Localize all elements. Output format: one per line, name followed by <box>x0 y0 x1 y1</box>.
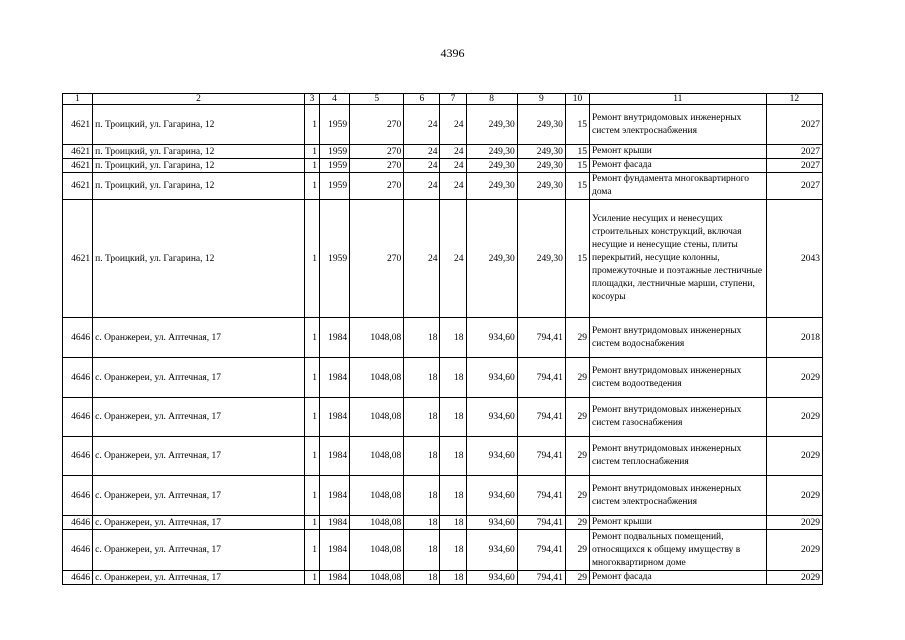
col7-cell: 18 <box>440 318 466 358</box>
year-cell: 1959 <box>319 200 349 318</box>
term-cell: 2029 <box>766 358 822 398</box>
col10-cell: 15 <box>565 159 589 173</box>
term-cell: 2027 <box>766 105 822 145</box>
col3-cell: 1 <box>304 145 319 159</box>
term-cell: 2029 <box>766 437 822 476</box>
work-type-cell: Ремонт внутридомовых инженерных систем электроснабжения <box>590 105 767 145</box>
col5-cell: 1048,08 <box>350 358 404 398</box>
table-row <box>63 105 823 145</box>
term-cell: 2029 <box>766 398 822 437</box>
column-header: 1 <box>63 94 93 105</box>
col7-cell: 18 <box>440 398 466 437</box>
col6-cell: 24 <box>404 105 440 145</box>
column-header: 9 <box>517 94 565 105</box>
column-header: 6 <box>404 94 440 105</box>
col5-cell: 1048,08 <box>350 318 404 358</box>
term-cell: 2027 <box>766 173 822 200</box>
term-cell: 2029 <box>766 530 822 571</box>
term-cell: 2027 <box>766 145 822 159</box>
work-type-cell: Ремонт внутридомовых инженерных систем газоснабжения <box>590 398 767 437</box>
address-cell: с. Оранжереи, ул. Аптечная, 17 <box>93 530 305 571</box>
table-row <box>63 437 823 476</box>
year-cell: 1984 <box>319 398 349 437</box>
term-cell: 2029 <box>766 516 822 530</box>
page-number: 4396 <box>440 46 465 60</box>
id-cell: 4646 <box>63 318 93 358</box>
col9-cell: 794,41 <box>517 476 565 516</box>
col8-cell: 249,30 <box>466 173 517 200</box>
id-cell: 4646 <box>63 516 93 530</box>
term-cell: 2027 <box>766 159 822 173</box>
col3-cell: 1 <box>304 398 319 437</box>
col5-cell: 1048,08 <box>350 516 404 530</box>
col9-cell: 794,41 <box>517 516 565 530</box>
col6-cell: 18 <box>404 358 440 398</box>
col7-cell: 18 <box>440 516 466 530</box>
col10-cell: 15 <box>565 145 589 159</box>
col8-cell: 934,60 <box>466 398 517 437</box>
work-type-cell: Ремонт внутридомовых инженерных систем водоснабжения <box>590 318 767 358</box>
col10-cell: 29 <box>565 516 589 530</box>
id-cell: 4621 <box>63 145 93 159</box>
year-cell: 1959 <box>319 173 349 200</box>
table-row <box>63 159 823 173</box>
col8-cell: 934,60 <box>466 476 517 516</box>
col10-cell: 15 <box>565 200 589 318</box>
year-cell: 1959 <box>319 145 349 159</box>
id-cell: 4646 <box>63 398 93 437</box>
col3-cell: 1 <box>304 571 319 585</box>
col7-cell: 24 <box>440 173 466 200</box>
work-type-cell: Ремонт подвальных помещений, относящихся к общему имуществу в многоквартирном доме <box>590 530 767 571</box>
col10-cell: 29 <box>565 530 589 571</box>
work-type-cell: Ремонт фасада <box>590 571 767 585</box>
address-cell: с. Оранжереи, ул. Аптечная, 17 <box>93 516 305 530</box>
col5-cell: 1048,08 <box>350 437 404 476</box>
col10-cell: 15 <box>565 105 589 145</box>
year-cell: 1959 <box>319 105 349 145</box>
col6-cell: 18 <box>404 398 440 437</box>
work-type-cell: Ремонт внутридомовых инженерных систем теплоснабжения <box>590 437 767 476</box>
col7-cell: 18 <box>440 358 466 398</box>
col9-cell: 249,30 <box>517 145 565 159</box>
year-cell: 1984 <box>319 476 349 516</box>
col6-cell: 24 <box>404 173 440 200</box>
col9-cell: 249,30 <box>517 105 565 145</box>
work-type-cell: Ремонт крыши <box>590 145 767 159</box>
col6-cell: 18 <box>404 516 440 530</box>
address-cell: с. Оранжереи, ул. Аптечная, 17 <box>93 571 305 585</box>
column-header: 3 <box>304 94 319 105</box>
col7-cell: 24 <box>440 145 466 159</box>
col8-cell: 934,60 <box>466 437 517 476</box>
table-row <box>63 173 823 200</box>
col5-cell: 270 <box>350 145 404 159</box>
col3-cell: 1 <box>304 159 319 173</box>
id-cell: 4646 <box>63 476 93 516</box>
col3-cell: 1 <box>304 437 319 476</box>
id-cell: 4646 <box>63 358 93 398</box>
col8-cell: 934,60 <box>466 358 517 398</box>
address-cell: с. Оранжереи, ул. Аптечная, 17 <box>93 318 305 358</box>
id-cell: 4621 <box>63 173 93 200</box>
column-header: 11 <box>590 94 767 105</box>
col9-cell: 249,30 <box>517 159 565 173</box>
col3-cell: 1 <box>304 318 319 358</box>
col9-cell: 249,30 <box>517 200 565 318</box>
col9-cell: 794,41 <box>517 358 565 398</box>
table-row <box>63 571 823 585</box>
col8-cell: 249,30 <box>466 200 517 318</box>
column-number-header-row <box>63 94 823 105</box>
year-cell: 1984 <box>319 571 349 585</box>
col3-cell: 1 <box>304 358 319 398</box>
col9-cell: 794,41 <box>517 571 565 585</box>
col5-cell: 1048,08 <box>350 398 404 437</box>
col6-cell: 24 <box>404 159 440 173</box>
year-cell: 1984 <box>319 437 349 476</box>
work-type-cell: Усиление несущих и ненесущих строительных конструкций, включая несущие и ненесущие стены, плиты перекрытий, несущие колонны, промежуточные и поэтажные лестничные площадки, лестничные марши, ступени, косоуры <box>590 200 767 318</box>
year-cell: 1959 <box>319 159 349 173</box>
term-cell: 2029 <box>766 571 822 585</box>
col3-cell: 1 <box>304 530 319 571</box>
work-type-cell: Ремонт внутридомовых инженерных систем электроснабжения <box>590 476 767 516</box>
col5-cell: 1048,08 <box>350 476 404 516</box>
table-row <box>63 516 823 530</box>
id-cell: 4621 <box>63 105 93 145</box>
col6-cell: 24 <box>404 200 440 318</box>
column-header: 4 <box>319 94 349 105</box>
column-header: 7 <box>440 94 466 105</box>
col3-cell: 1 <box>304 105 319 145</box>
col9-cell: 794,41 <box>517 398 565 437</box>
col8-cell: 934,60 <box>466 571 517 585</box>
id-cell: 4621 <box>63 159 93 173</box>
col6-cell: 18 <box>404 530 440 571</box>
col7-cell: 24 <box>440 105 466 145</box>
col9-cell: 794,41 <box>517 530 565 571</box>
col5-cell: 270 <box>350 105 404 145</box>
column-header: 5 <box>350 94 404 105</box>
col10-cell: 29 <box>565 571 589 585</box>
col7-cell: 24 <box>440 159 466 173</box>
year-cell: 1984 <box>319 530 349 571</box>
id-cell: 4646 <box>63 530 93 571</box>
col8-cell: 934,60 <box>466 530 517 571</box>
term-cell: 2043 <box>766 200 822 318</box>
col6-cell: 18 <box>404 318 440 358</box>
term-cell: 2018 <box>766 318 822 358</box>
col5-cell: 1048,08 <box>350 530 404 571</box>
column-header: 2 <box>93 94 305 105</box>
address-cell: с. Оранжереи, ул. Аптечная, 17 <box>93 358 305 398</box>
col9-cell: 794,41 <box>517 437 565 476</box>
column-header: 10 <box>565 94 589 105</box>
work-type-cell: Ремонт фасада <box>590 159 767 173</box>
col7-cell: 18 <box>440 530 466 571</box>
col5-cell: 270 <box>350 159 404 173</box>
col8-cell: 249,30 <box>466 105 517 145</box>
address-cell: п. Троицкий, ул. Гагарина, 12 <box>93 200 305 318</box>
col3-cell: 1 <box>304 173 319 200</box>
col6-cell: 24 <box>404 145 440 159</box>
col10-cell: 29 <box>565 358 589 398</box>
address-cell: п. Троицкий, ул. Гагарина, 12 <box>93 105 305 145</box>
col8-cell: 249,30 <box>466 159 517 173</box>
col8-cell: 934,60 <box>466 318 517 358</box>
col10-cell: 29 <box>565 437 589 476</box>
col3-cell: 1 <box>304 476 319 516</box>
address-cell: с. Оранжереи, ул. Аптечная, 17 <box>93 398 305 437</box>
table-row <box>63 476 823 516</box>
col5-cell: 270 <box>350 200 404 318</box>
col9-cell: 249,30 <box>517 173 565 200</box>
work-type-cell: Ремонт фундамента многоквартирного дома <box>590 173 767 200</box>
col5-cell: 270 <box>350 173 404 200</box>
col10-cell: 15 <box>565 173 589 200</box>
year-cell: 1984 <box>319 358 349 398</box>
id-cell: 4621 <box>63 200 93 318</box>
table-row <box>63 318 823 358</box>
work-type-cell: Ремонт крыши <box>590 516 767 530</box>
col6-cell: 18 <box>404 571 440 585</box>
repair-register-table <box>62 93 823 585</box>
year-cell: 1984 <box>319 318 349 358</box>
table-row <box>63 200 823 318</box>
address-cell: с. Оранжереи, ул. Аптечная, 17 <box>93 437 305 476</box>
id-cell: 4646 <box>63 437 93 476</box>
col10-cell: 29 <box>565 318 589 358</box>
col7-cell: 18 <box>440 476 466 516</box>
col10-cell: 29 <box>565 476 589 516</box>
table-row <box>63 398 823 437</box>
col10-cell: 29 <box>565 398 589 437</box>
column-header: 12 <box>766 94 822 105</box>
col5-cell: 1048,08 <box>350 571 404 585</box>
col6-cell: 18 <box>404 476 440 516</box>
col8-cell: 934,60 <box>466 516 517 530</box>
table-row <box>63 358 823 398</box>
id-cell: 4646 <box>63 571 93 585</box>
col7-cell: 18 <box>440 571 466 585</box>
col6-cell: 18 <box>404 437 440 476</box>
col7-cell: 18 <box>440 437 466 476</box>
address-cell: п. Троицкий, ул. Гагарина, 12 <box>93 159 305 173</box>
year-cell: 1984 <box>319 516 349 530</box>
address-cell: п. Троицкий, ул. Гагарина, 12 <box>93 173 305 200</box>
column-header: 8 <box>466 94 517 105</box>
address-cell: с. Оранжереи, ул. Аптечная, 17 <box>93 476 305 516</box>
work-type-cell: Ремонт внутридомовых инженерных систем водоотведения <box>590 358 767 398</box>
col3-cell: 1 <box>304 516 319 530</box>
col7-cell: 24 <box>440 200 466 318</box>
col8-cell: 249,30 <box>466 145 517 159</box>
col9-cell: 794,41 <box>517 318 565 358</box>
col3-cell: 1 <box>304 200 319 318</box>
table-row <box>63 530 823 571</box>
term-cell: 2029 <box>766 476 822 516</box>
address-cell: п. Троицкий, ул. Гагарина, 12 <box>93 145 305 159</box>
table-row <box>63 145 823 159</box>
